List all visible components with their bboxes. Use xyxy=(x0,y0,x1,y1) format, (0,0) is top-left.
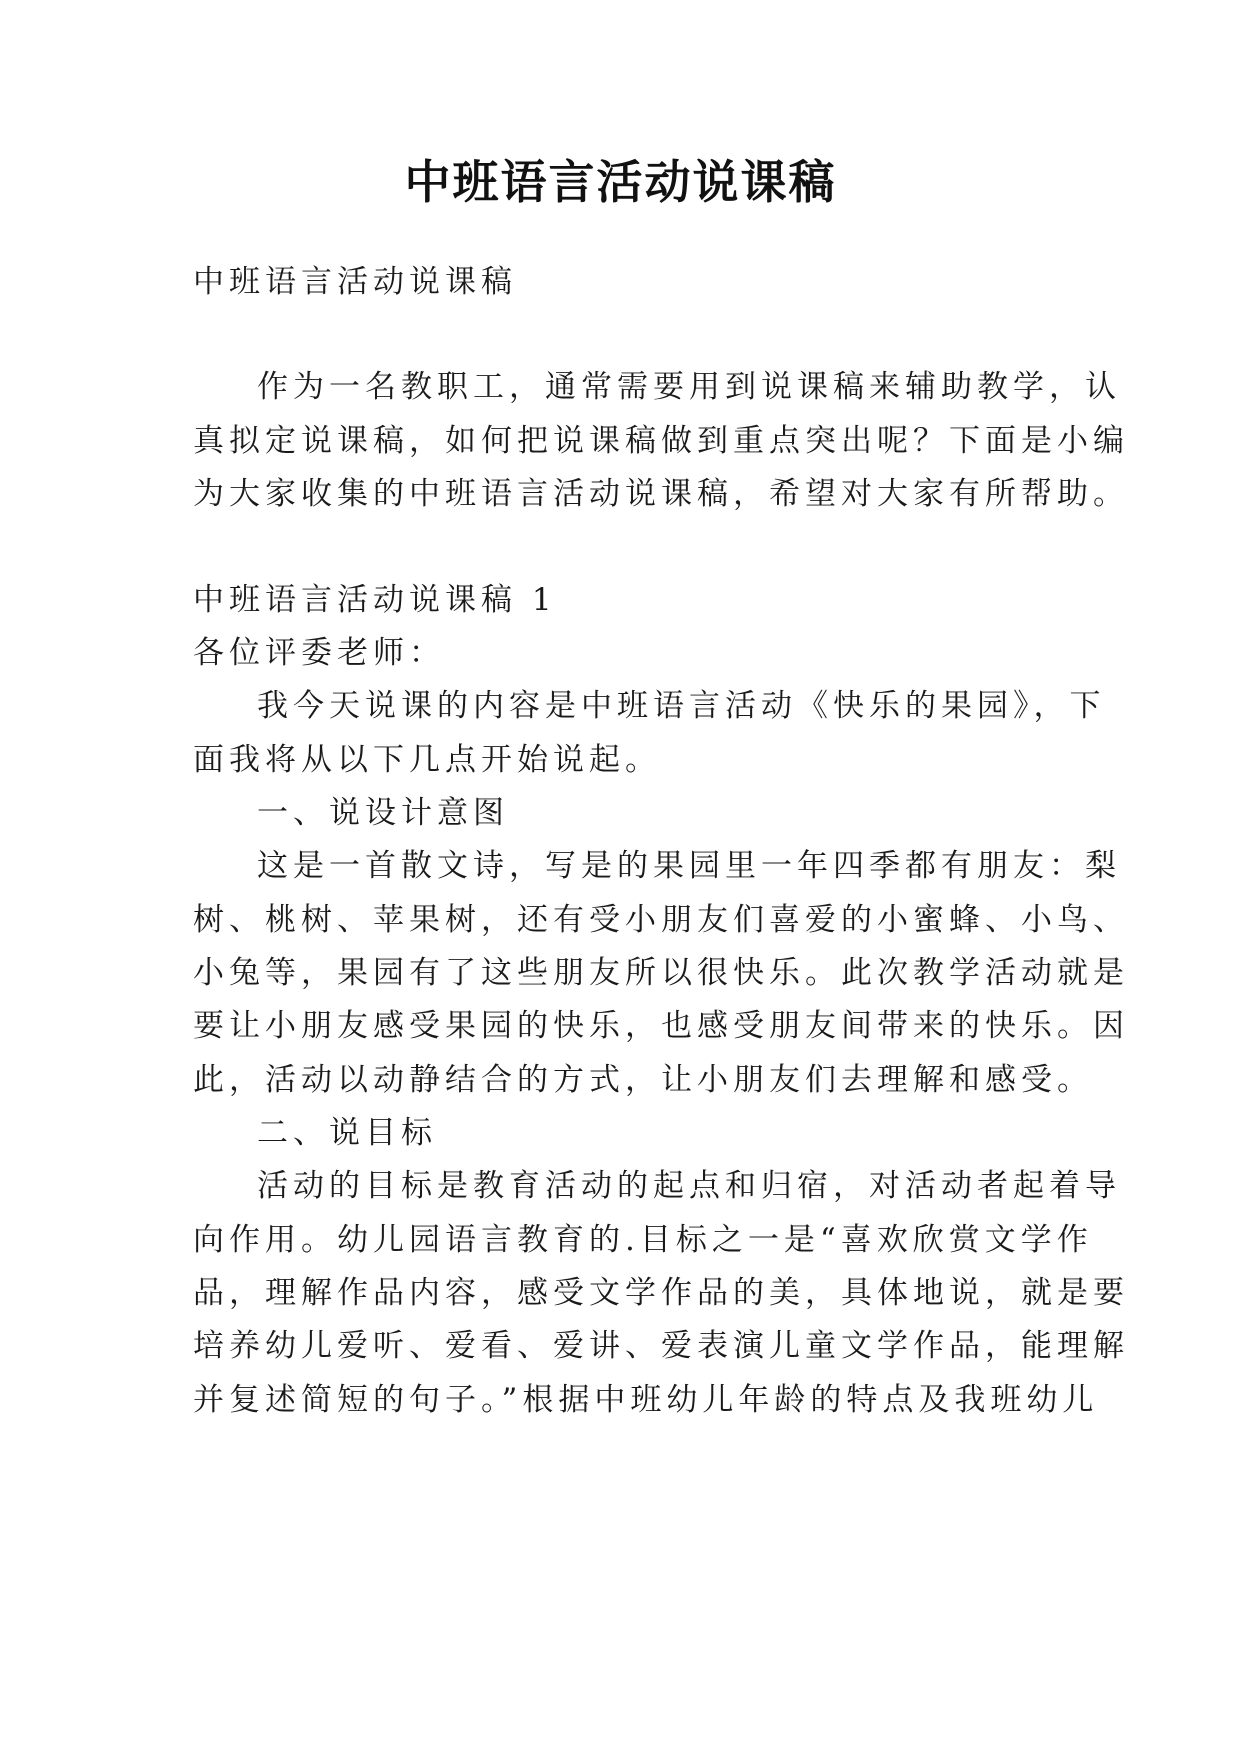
document-subtitle: 中班语言活动说课稿 xyxy=(193,264,517,300)
goals-line-4: 培养幼儿爱听、爱看、爱讲、爱表演儿童文学作品，能理解 xyxy=(193,1328,1129,1364)
goals-line-2: 向作用。幼儿园语言教育的.目标之一是“喜欢欣赏文学作 xyxy=(193,1222,1093,1258)
design-line-2: 树、桃树、苹果树，还有受小朋友们喜爱的小蜜蜂、小鸟、 xyxy=(193,902,1129,938)
goals-line-5: 并复述简短的句子。”根据中班幼儿年龄的特点及我班幼儿 xyxy=(193,1382,1099,1418)
document-title: 中班语言活动说课稿 xyxy=(404,155,837,209)
design-line-4: 要让小朋友感受果园的快乐，也感受朋友间带来的快乐。因 xyxy=(193,1008,1129,1044)
heading-design-intent: 一、说设计意图 xyxy=(257,795,509,831)
design-line-5: 此，活动以动静结合的方式，让小朋友们去理解和感受。 xyxy=(193,1062,1093,1098)
intro-line-3: 为大家收集的中班语言活动说课稿，希望对大家有所帮助。 xyxy=(193,476,1129,512)
intro-line-1: 作为一名教职工，通常需要用到说课稿来辅助教学，认 xyxy=(257,369,1121,405)
opening-line-2: 面我将从以下几点开始说起。 xyxy=(193,742,661,778)
goals-line-3: 品，理解作品内容，感受文学作品的美，具体地说，就是要 xyxy=(193,1275,1129,1311)
design-line-3: 小兔等，果园有了这些朋友所以很快乐。此次教学活动就是 xyxy=(193,955,1129,991)
opening-line-1: 我今天说课的内容是中班语言活动《快乐的果园》，下 xyxy=(257,688,1106,724)
heading-goals: 二、说目标 xyxy=(257,1115,437,1151)
design-line-1: 这是一首散文诗，写是的果园里一年四季都有朋友：梨 xyxy=(257,848,1121,884)
section-heading: 中班语言活动说课稿 1 xyxy=(193,582,557,618)
goals-line-1: 活动的目标是教育活动的起点和归宿，对活动者起着导 xyxy=(257,1168,1121,1204)
greeting: 各位评委老师： xyxy=(193,635,445,671)
intro-line-2: 真拟定说课稿，如何把说课稿做到重点突出呢？下面是小编 xyxy=(193,423,1129,459)
